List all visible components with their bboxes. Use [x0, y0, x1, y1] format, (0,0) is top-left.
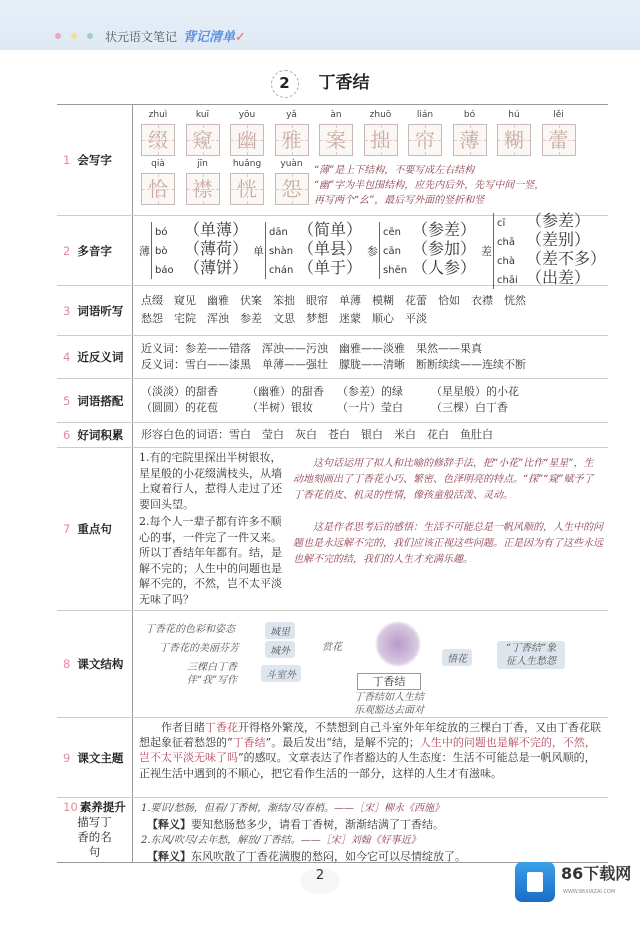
- example: （差别）: [526, 229, 591, 249]
- row-label: [57, 379, 133, 422]
- row-label: [57, 105, 133, 215]
- char-box: 薄: [453, 124, 487, 156]
- row-label: [57, 216, 133, 285]
- map-node: 丁香花的色彩和姿态: [145, 624, 235, 635]
- poem-line: 1.要识/愁肠，但看/丁香树，渐结/尽/春梢。: [141, 803, 335, 814]
- example: （单薄）: [184, 220, 249, 239]
- char-box: 帘: [408, 124, 442, 156]
- text-line: 近义词：参差——错落 浑浊——污浊 幽雅——淡雅 果然——果真: [141, 342, 482, 355]
- char-pinyin: yuàn: [280, 159, 303, 169]
- example: （单县）: [298, 239, 363, 258]
- text-line: 点缀 窥见 幽雅 伏案 笨拙 眼帘 单薄 模糊 花蕾 恰如 衣襟 恍然: [141, 294, 526, 307]
- row-title: 词语听写: [77, 303, 124, 318]
- map-node: 赏花: [322, 642, 342, 653]
- highlight: 人生中的问题也是解不完的，不然，岂不太平淡无味了吗: [139, 736, 596, 765]
- pinyin: chāi: [497, 274, 518, 286]
- row-number: 8: [63, 657, 71, 671]
- watermark: [515, 862, 640, 904]
- char-box: 案: [319, 124, 353, 156]
- row-label: [57, 286, 133, 335]
- map-node: 三棵白丁香伴“我”写作: [186, 662, 238, 686]
- poem-meaning: 要知愁肠愁多少，请看丁香树，渐渐结满了丁香结。: [191, 817, 444, 831]
- polyphone-char: 参: [367, 244, 379, 258]
- row-key-sentences: [57, 448, 608, 611]
- char-box: 恰: [141, 173, 175, 205]
- pinyin: shàn: [269, 246, 294, 257]
- char-box: 恍: [230, 173, 264, 205]
- map-node: 悟花: [442, 649, 472, 666]
- map-conclusion: “丁香结”象征人生愁怨: [497, 641, 565, 669]
- reading: [383, 260, 476, 279]
- collocation: （一片）莹白: [337, 401, 403, 414]
- pinyin: shēn: [383, 265, 408, 276]
- lesson-title-text: 丁香结: [318, 73, 370, 93]
- row-structure: [57, 611, 608, 718]
- row-theme: [57, 718, 608, 798]
- row-label: [57, 448, 133, 610]
- poem-line: 2.东风/吹尽/去年愁，解放/丁香结。: [141, 835, 301, 846]
- text-line: 形容白色的词语：雪白 莹白 灰白 苍白 银白 米白 花白 鱼肚白: [141, 428, 493, 441]
- char-box: 襟: [186, 173, 220, 205]
- row-number: 7: [63, 522, 71, 536]
- example: （参差）: [526, 210, 591, 230]
- polyphone-group: [139, 222, 248, 279]
- row-label: [57, 336, 133, 378]
- key-sentence: 1.有的宅院里探出半树银妆，星星般的小花缀满枝头，从墙上窥着行人，惹得人走过了还要回头望。: [139, 451, 282, 511]
- example: （单于）: [298, 258, 363, 277]
- row-number: 1: [63, 153, 71, 167]
- notes-table: [57, 104, 608, 863]
- example: （薄饼）: [184, 258, 249, 277]
- polyphone-groups: [139, 210, 607, 287]
- text: 开得格外繁茂，不禁想到自己斗室外年年绽放的三棵白丁香，又由丁香花联想起象征着愁怨的“: [139, 721, 601, 750]
- char-pinyin: yōu: [238, 110, 256, 120]
- pinyin: chā: [497, 236, 516, 248]
- subtitle-text: 背记清单: [183, 30, 236, 45]
- row-writing-chars: [57, 105, 608, 216]
- reading: [269, 260, 362, 279]
- highlight: 丁香花: [205, 721, 238, 734]
- note-line: “幽”字为半包围结构，应先内后外，先写中间一竖，: [314, 180, 545, 191]
- char-box: 幽: [230, 124, 264, 156]
- map-node: 丁香花的美丽芬芳: [159, 643, 239, 654]
- example: （薄荷）: [184, 239, 249, 258]
- example: （出差）: [526, 267, 591, 287]
- row-label: [57, 798, 133, 862]
- brand-name: 状元语文笔记: [105, 30, 178, 44]
- collocation: （参差）的绿: [337, 385, 403, 398]
- row-good-words: [57, 423, 608, 448]
- collocation: （半树）银妆: [247, 401, 313, 414]
- collocation: （圆圆）的花苞: [141, 401, 218, 414]
- brand-subtitle: [183, 26, 246, 45]
- char-box: 糊: [497, 124, 531, 156]
- sentence-analysis: 这是作者思考后的感悟：生活不可能总是一帆风顺的，人生中的问题也是永远解不完的，我们应该正视这些问题。正是因为有了这些永远也解不完的结，我们的人生才充满乐趣。: [293, 522, 603, 565]
- example: （参加）: [412, 239, 477, 258]
- map-place: 城外: [265, 641, 295, 658]
- reading: [155, 260, 248, 279]
- box-logo-icon: [515, 862, 555, 902]
- row-number: 5: [63, 393, 71, 408]
- sentence-analysis: 这句话运用了拟人和比喻的修辞手法，把“小花”比作“星星”，生动地刻画出了丁香花小巧、繁密、色泽明亮的特点。“探”“窥”赋予了丁香花俏皮、机灵的性情，像孩童般活泼、灵动。: [293, 458, 594, 501]
- page-number: 2: [300, 868, 340, 894]
- poem-meaning: 东风吹散了丁香花满腹的愁闷，如今它可以尽情绽放了。: [191, 849, 466, 863]
- dot-icon: [71, 33, 77, 39]
- row-title: 素养提升: [79, 800, 126, 814]
- watermark-name: 86下载网: [561, 864, 632, 883]
- check-icon: ✓: [235, 30, 246, 45]
- text: 作者目睹: [161, 721, 205, 734]
- theme-text: [139, 720, 606, 781]
- char-box: 缀: [141, 124, 175, 156]
- char-pinyin: jīn: [197, 159, 208, 169]
- poem-source: ——［宋］柳永《西施》: [334, 803, 445, 814]
- char-box: 雅: [275, 124, 309, 156]
- lesson-number: 2: [271, 70, 299, 98]
- pinyin: chà: [497, 255, 516, 267]
- row-number: 10: [63, 800, 78, 814]
- row-title: 课文主题: [77, 750, 124, 765]
- char-box: 拙: [364, 124, 398, 156]
- example: （差不多）: [526, 248, 607, 268]
- char-pinyin: kuī: [195, 110, 210, 120]
- example: （参差）: [412, 220, 477, 239]
- lilac-flower-icon: [375, 621, 421, 667]
- text-line: 愁怨 宅院 浑浊 参差 文思 梦想 迷蒙 顺心 平淡: [141, 312, 427, 325]
- text: ”的感叹。文章表达了作者豁达的人生态度：生活不可能总是一帆风顺的，正视生活中遇到的不顺心，把它看作生活的一部分，这样的人生才有滋味。: [139, 751, 596, 780]
- polyphone-group: [481, 210, 607, 289]
- row-subtitle: 描写丁香的名句: [77, 815, 112, 859]
- row-title: 重点句: [77, 522, 112, 536]
- row-number: 4: [63, 350, 71, 364]
- row-title: 好词积累: [77, 428, 124, 442]
- row-number: 9: [63, 750, 71, 765]
- row-dictation: [57, 286, 608, 336]
- collocation: （星星般）的小花: [431, 385, 519, 398]
- char-pinyin: lěi: [553, 110, 564, 120]
- row-title: 多音字: [77, 243, 112, 258]
- map-place: 城里: [265, 622, 295, 639]
- row-title: 近反义词: [77, 350, 124, 364]
- row-collocations: [57, 379, 608, 423]
- header-dots: [55, 33, 93, 39]
- char-box: 怨: [275, 173, 309, 205]
- row-label: [57, 611, 133, 717]
- map-center: 丁香结: [357, 673, 421, 690]
- char-pinyin: zhuō: [369, 110, 392, 120]
- row-label: [57, 423, 133, 447]
- char-pinyin: qià: [151, 159, 165, 169]
- char-pinyin: zhuì: [148, 110, 168, 120]
- map-place: 斗室外: [261, 665, 301, 682]
- pinyin: bò: [155, 246, 168, 257]
- row-number: 6: [63, 428, 71, 442]
- polyphone-group: [367, 222, 476, 279]
- pinyin: báo: [155, 265, 174, 276]
- pinyin: bó: [155, 227, 168, 238]
- row-famous-lines: [57, 798, 608, 863]
- row-number: 3: [63, 303, 71, 318]
- meaning-tag: 【释义】: [147, 817, 191, 831]
- dot-icon: [55, 33, 61, 39]
- row-title: 课文结构: [77, 657, 124, 671]
- text-line: 反义词：雪白——漆黑 单薄——强壮 朦胧——清晰 断断续续——连续不断: [141, 358, 526, 371]
- char-pinyin: lián: [416, 110, 434, 120]
- char-pinyin: bó: [463, 110, 476, 120]
- highlight: 丁香结: [232, 736, 266, 750]
- collocation: （三棵）白丁香: [431, 401, 508, 414]
- row-number: 2: [63, 243, 71, 258]
- row-synonyms: [57, 336, 608, 379]
- char-pinyin: àn: [330, 110, 342, 120]
- note-line: “薄”是上下结构，不要写成左右结构: [314, 165, 475, 176]
- char-pinyin: yǎ: [286, 110, 297, 120]
- pinyin: cēn: [383, 227, 402, 238]
- page-header: [0, 0, 640, 50]
- char-pinyin: hú: [508, 110, 520, 120]
- dot-icon: [87, 33, 93, 39]
- meaning-tag: 【释义】: [147, 849, 191, 863]
- pinyin: dān: [269, 227, 288, 238]
- polyphone-group: [253, 222, 362, 279]
- note-line: 再写两个“幺”，最后写外面的竖折和竖: [314, 195, 485, 206]
- collocation: （幽雅）的甜香: [247, 385, 324, 398]
- polyphone-char: 薄: [139, 244, 150, 258]
- text: ”。最后发出“结，是解不完的；: [265, 736, 420, 750]
- poem-source: ——［宋］刘翰《好事近》: [300, 835, 421, 846]
- handwritten-notes: [314, 163, 544, 208]
- example: （简单）: [298, 220, 363, 239]
- row-title: 词语搭配: [77, 393, 124, 408]
- collocation: （淡淡）的甜香: [141, 385, 218, 398]
- polyphone-char: 差: [481, 244, 493, 258]
- row-label: [57, 718, 133, 797]
- char-box: 窥: [186, 124, 220, 156]
- watermark-url: WWW.86XIAZAI.COM: [563, 889, 616, 895]
- row-polyphones: [57, 210, 608, 287]
- char-box: 蕾: [542, 124, 576, 156]
- char-pinyin: huǎng: [232, 159, 262, 169]
- polyphone-char: 单: [253, 244, 265, 258]
- row-title: 会写字: [77, 153, 112, 167]
- pinyin: chán: [269, 265, 294, 276]
- lesson-title: [0, 68, 640, 98]
- pinyin: cī: [497, 217, 506, 229]
- key-sentence: 2.每个人一辈子都有许多不顺心的事，一件完了一件又来。所以丁香结年年都有。结，是解不完的；人生中的问题也是解不完的，不然，岂不太平淡无味了吗？: [139, 515, 282, 606]
- map-node: 丁香结如人生结 乐观豁达去面对: [354, 692, 424, 716]
- pinyin: cān: [383, 246, 401, 257]
- example: （人参）: [412, 258, 477, 277]
